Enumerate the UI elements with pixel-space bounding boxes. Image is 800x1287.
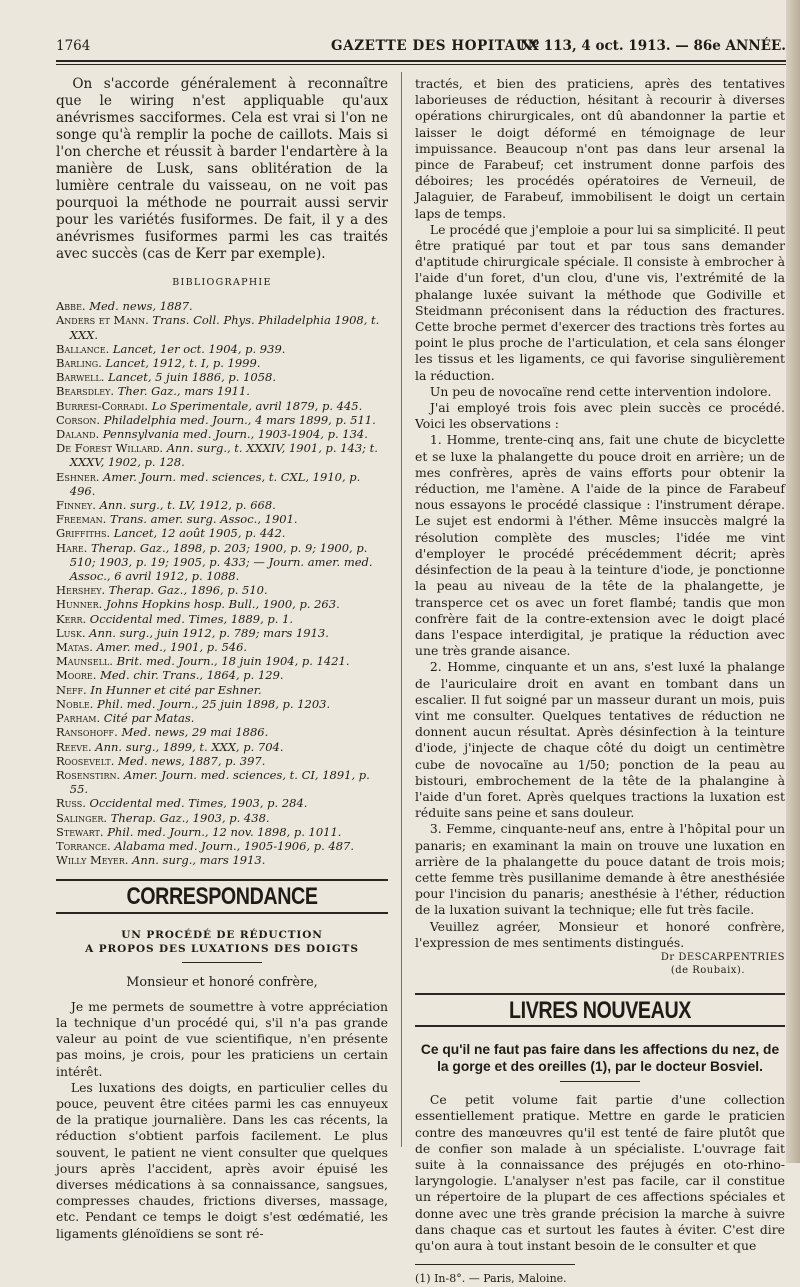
bibliography-reference: Lancet, 5 juin 1886, p. 1058. [108,370,277,385]
bibliography-reference: Therap. Gaz., 1903, p. 438. [110,810,270,825]
bibliography-reference: Lancet, 1912, t. I, p. 1999. [105,356,261,371]
bibliography-author: Eshner. [56,469,100,484]
bibliography-author: Parham. [56,711,101,726]
bibliography-author: Burresi-Corradi. [56,398,149,413]
bibliography-reference: Philadelphia med. Journ., 4 mars 1899, p. 511. [103,412,376,427]
bibliography-entry [56,541,388,584]
correspondence-banner [56,879,388,913]
bibliography-reference: Cité par Matas. [103,711,195,726]
bibliography-author: Daland. [56,427,100,442]
livres-nouveaux-title: LIVRES NOUVEAUX [509,996,691,1024]
bibliography-reference: Lo Sperimentale, avril 1879, p. 445. [151,398,363,413]
bibliography-author: Torrance. [56,838,111,853]
bibliography-entry [56,711,388,725]
bibliography-entry [56,796,388,810]
bibliography-reference: Amer. med., 1901, p. 546. [96,640,248,655]
bibliography-author: Finney. [56,498,96,513]
letter-paragraph-1: Je me permets de soumettre à votre appréciation la technique d'un procédé qui, s'il n'a pas grande valeur au point de vue scientifique, n'en présente pas moins, je crois, pour les praticiens un certain intérêt. [56,998,388,1079]
bibliography-reference: Med. chir. Trans., 1864, p. 129. [100,668,284,683]
bibliography-author: Griffiths. [56,526,111,541]
bibliography-reference: Lancet, 12 août 1905, p. 442. [113,526,286,541]
bibliography-entry [56,768,388,796]
bibliography-entry [56,654,388,668]
procedure-paragraph: Le procédé que j'emploie a pour lui sa simplicité. Il peut être pratiqué par tout et par tous sans demander d'aptitude chirurgicale spéciale. Il consiste à embrocher à l'aide d'un foret, d'un clou, d'une vis, l'extrémité de la phalange luxée suivant la méthode que Godiville et Steidmann préconisent dans la réduction des fractures. Cette broche permet d'exercer des tractions très fortes au point le plus proche de l'articulation, et cela sans élonger les tissus et les ligaments, ce qui favorise singulièrement la réduction. [415,221,785,383]
closing-formula: Veuillez agréer, Monsieur et honoré confrère, l'expression de mes sentiments distingués. [415,918,785,950]
bibliography-author: Noble. [56,696,94,711]
bibliography-reference: Med. news, 29 mai 1886. [121,725,269,740]
observation-1: 1. Homme, trente-cinq ans, fait une chute de bicyclette et se luxe la phalangette du pouce droit en arrière; un de mes confrères, après de vains efforts pour obtenir la réduction, me l'amène. A l'aide de la pince de Farabeuf nous essayons le procédé classique : l'instrument dérape. Le sujet est endormi à l'éther. Même insuccès malgré la résolution complète des muscles; l'idée me vint d'employer le procédé précédemment décrit; après désinfection de la peau à la teinture d'iode, je ponctionne la peau au niveau de la tête de la phalangette, je transperce cet os avec un foret flambé; tandis que mon confrère fait de la contre-extension avec le doigt placé dans l'espace interdigital, je pratique la réduction avec une très grande aisance. [415,432,785,659]
footnote: (1) In-8°. — Paris, Maloine. [415,1264,575,1287]
bibliography-reference: Alabama med. Journ., 1905-1906, p. 487. [114,838,355,853]
bibliography-author: Reeve. [56,739,92,754]
bibliography-entry [56,839,388,853]
bibliography-entry [56,626,388,640]
bibliography-entry [56,583,388,597]
bibliography-author: Rosenstirn. [56,767,121,782]
title-underline [182,962,262,963]
correspondence-title: CORRESPONDANCE [126,883,318,911]
bibliography-reference: Ann. surg., 1899, t. XXX, p. 704. [95,739,284,754]
bibliography-author: Hershey. [56,583,106,598]
bibliography-reference: Pennsylvania med. Journ., 1903-1904, p. 134. [102,427,368,442]
bibliography-entry [56,470,388,498]
bibliography-entry [56,825,388,839]
page-edge-shadow [786,0,800,1163]
bibliography-author: Russ. [56,796,86,811]
bibliography-author: Stewart. [56,824,104,839]
bibliography-reference: Ann. surg., t. LV, 1912, p. 668. [99,498,276,513]
left-column [56,76,388,1242]
bibliography-entry [56,853,388,867]
header-rule-thick [56,60,786,62]
bibliography-author: Hare. [56,540,88,555]
bibliography-entry [56,640,388,654]
letter-paragraph-2: Les luxations des doigts, en particulier celles du pouce, peuvent être citées parmi les cas ennuyeux de la pratique journalière. Dans les cas récents, la réduction s'obtient parfois facilement. Le plus souvent, le patient ne vient consulter que quelques jours après l'accident, après avoir épuisé les diverses médications à sa connaissance, sangsues, compresses chaudes, frictions diverses, massage, etc. Pendant ce temps le doigt s'est œdématié, les ligaments glénoïdiens se sont ré- [56,1079,388,1241]
signature-name: Dr DESCARPENTRIES [660,951,785,963]
bibliography-reference: Trans. Coll. Phys. Philadelphia 1908, t. XXX. [69,313,380,342]
bibliography-reference: Therap. Gaz., 1896, p. 510. [108,583,268,598]
bibliography-author: Hunner. [56,597,103,612]
bibliography-entry [56,740,388,754]
bibliography-reference: Med. news, 1887, p. 397. [118,753,266,768]
bibliography-author: Salinger. [56,810,108,825]
bibliography-author: Willy Meyer. [56,853,129,868]
livres-banner [415,993,785,1027]
bibliography-entry [56,441,388,469]
bibliography-entry [56,413,388,427]
bibliography-reference: Ann. surg., juin 1912, p. 789; mars 1913. [89,625,329,640]
bibliography-reference: Phil. med. Journ., 25 juin 1898, p. 1203. [96,696,331,711]
observations-intro: J'ai employé trois fois avec plein succès ce procédé. Voici les observations : [415,400,785,432]
signature-place: (de Roubaix). [670,964,745,976]
bibliography-entry [56,683,388,697]
page-number: 1764 [56,38,91,54]
bibliography-entry [56,498,388,512]
article-title-line-1: UN PROCÉDÉ DE RÉDUCTION [121,928,323,941]
bibliography-reference: Therap. Gaz., 1898, p. 203; 1900, p. 9; 1900, p. 510; 1903, p. 19; 1905, p. 433; — Journ. amer. med. Assoc., 6 avril 1912, p. 1088. [69,540,373,584]
bibliography-author: Matas. [56,640,93,655]
bibliography-author: Barling. [56,356,102,371]
bibliography-entry [56,811,388,825]
bibliography-author: Corson. [56,412,101,427]
bibliography-author: Abbe. [56,299,86,314]
bibliography-author: Ballance. [56,341,110,356]
observation-2: 2. Homme, cinquante et un ans, s'est luxé la phalange de l'auriculaire droit en avant en tombant dans un escalier. Il fut soigné par un masseur durant un mois, puis vint me consulter. Quelques tentatives de réduction ne donnent aucun résultat. Après désinfection à la teinture d'iode, j'injecte de chaque côté du doigt un centimètre cube de novocaïne au 1/50; ponction de la peau au bistouri, embrochement de la tête de la phalangine à l'aide d'un foret. Après quelques tractions la luxation est réduite sans peine et sans douleur. [415,659,785,821]
bibliography-entry [56,526,388,540]
bibliography-reference: In Hunner et cité par Eshner. [90,682,262,697]
bibliography-reference: Amer. Journ. med. sciences, t. CXL, 1910, p. 496. [69,469,361,498]
bibliography-author: Bearsdley. [56,384,115,399]
bibliography-reference: Occidental med. Times, 1889, p. 1. [89,611,294,626]
bibliography-author: De Forest Willard. [56,441,164,456]
bibliography-reference: Trans. amer. surg. Assoc., 1901. [109,512,298,527]
article-title-line-2: A PROPOS DES LUXATIONS DES DOIGTS [85,942,359,955]
intro-paragraph: On s'accorde généralement à reconnaître que le wiring n'est appliquable qu'aux anévrismes sacciformes. Cela est vrai si l'on ne songe qu'à remplir la poche de caillots. Mais si l'on cherche et réussit à barder l'endartère à la manière de Lusk, sans oblitération de la lumière centrale du vaisseau, on ne voit pas pourquoi la méthode ne pourrait aussi servir pour les variétés fusiformes. De fait, il y a des anévrismes fusiformes parmi les cas traités avec succès (cas de Kerr par exemple). [56,76,388,262]
bibliography-entry [56,313,388,341]
bibliography-entry [56,612,388,626]
bibliography-author: Freeman. [56,512,107,527]
novocaine-paragraph: Un peu de novocaïne rend cette intervention indolore. [429,383,772,399]
bibliography-reference: Ann. surg., mars 1913. [132,853,266,868]
bibliography-entry [56,427,388,441]
bibliography-entry [56,668,388,682]
bibliography-reference: Occidental med. Times, 1903, p. 284. [89,796,308,811]
bibliography-entry [56,342,388,356]
bibliography-author: Ransohoff. [56,725,118,740]
bibliography-heading: BIBLIOGRAPHIE [172,277,272,288]
bibliography-author: Neff. [56,682,87,697]
bibliography-reference: Brit. med. Journ., 18 juin 1904, p. 1421. [116,654,350,669]
book-title: Ce qu'il ne faut pas faire dans les affections du nez, de la gorge et des oreilles (1), par le docteur Bosviel. [420,1042,780,1075]
bibliography-entry [56,697,388,711]
bibliography-reference: Johns Hopkins hosp. Bull., 1900, p. 263. [105,597,340,612]
bibliography-author: Lusk. [56,625,86,640]
bibliography-reference: Amer. Journ. med. sciences, t. CI, 1891, p. 55. [69,767,370,797]
book-review: Ce petit volume fait partie d'une collection essentiellement pratique. Mettre en garde le praticien contre des manœuvres qu'il est tenté de faire plutôt que de confier son malade à un spécialiste. L'ouvrage fait suite à la connaissance des préjugés en oto-rhino-laryngologie. L'analyser n'est pas facile, car il constitue un répertoire de la plupart de ces affections spéciales et donne avec une très grande précision la marche à suivre dans chaque cas et surtout les fautes à éviter. C'est dire qu'on aura à tout instant besoin de le consulter et que [415,1092,785,1253]
bibliography-entry [56,725,388,739]
observation-3: 3. Femme, cinquante-neuf ans, entre à l'hôpital pour un panaris; en examinant la main on trouve une luxation en arrière de la phalangette du pouce datant de trois mois; cette femme très pusillanime demande à être anesthésiée pour l'incision du panaris; anesthésie à l'éther, réduction de la luxation suivant la technique; elle fut très facile. [415,821,785,918]
right-column [415,76,785,1287]
bibliography-author: Barwell. [56,370,105,385]
bibliography-author: Roosevelt. [56,753,115,768]
bibliography-author: Anders et Mann. [56,313,149,328]
bibliography-author: Moore. [56,668,97,683]
bibliography-reference: Ann. surg., t. XXXIV, 1901, p. 143; t. XXXV, 1902, p. 128. [69,441,378,470]
bibliography-entry [56,399,388,413]
bibliography-entry [56,512,388,526]
bibliography-author: Maunsell. [56,654,113,669]
salutation: Monsieur et honoré confrère, [126,974,318,990]
bibliography-reference: Med. news, 1887. [89,299,193,314]
bibliography-entry [56,356,388,370]
column-divider [401,72,402,1147]
journal-title: GAZETTE DES HOPITAUX [331,38,540,54]
bibliography-entry [56,299,388,313]
page-header [56,28,786,58]
bibliography-reference: Lancet, 1er oct. 1904, p. 939. [112,341,286,356]
bibliography-author: Kerr. [56,611,87,626]
bibliography-entry [56,384,388,398]
bibliography-entry [56,370,388,384]
issue-info: Nº 113, 4 oct. 1913. — 86e ANNÉE. [519,38,786,54]
book-title-underline [560,1081,640,1082]
bibliography-entry [56,754,388,768]
bibliography-reference: Phil. med. Journ., 12 nov. 1898, p. 1011. [107,824,342,839]
bibliography-entry [56,597,388,611]
bibliography-reference: Ther. Gaz., mars 1911. [117,384,250,399]
letter-continuation: tractés, et bien des praticiens, après des tentatives laborieuses de réduction, hésitant à recourir à diverses opérations chirurgicales, ont dû abandonner la partie et laisser le doigt déformé en témoignage de leur impuissance. Beaucoup n'ont pas dans leur arsenal la pince de Farabeuf; cet instrument donne parfois des déboires; les procédés opératoires de Verneuil, de Jalaguier, de Farabeuf, immobilisent le doigt un certain laps de temps. [415,76,785,221]
bibliography-list [56,299,388,867]
header-rule-thin [56,64,786,65]
